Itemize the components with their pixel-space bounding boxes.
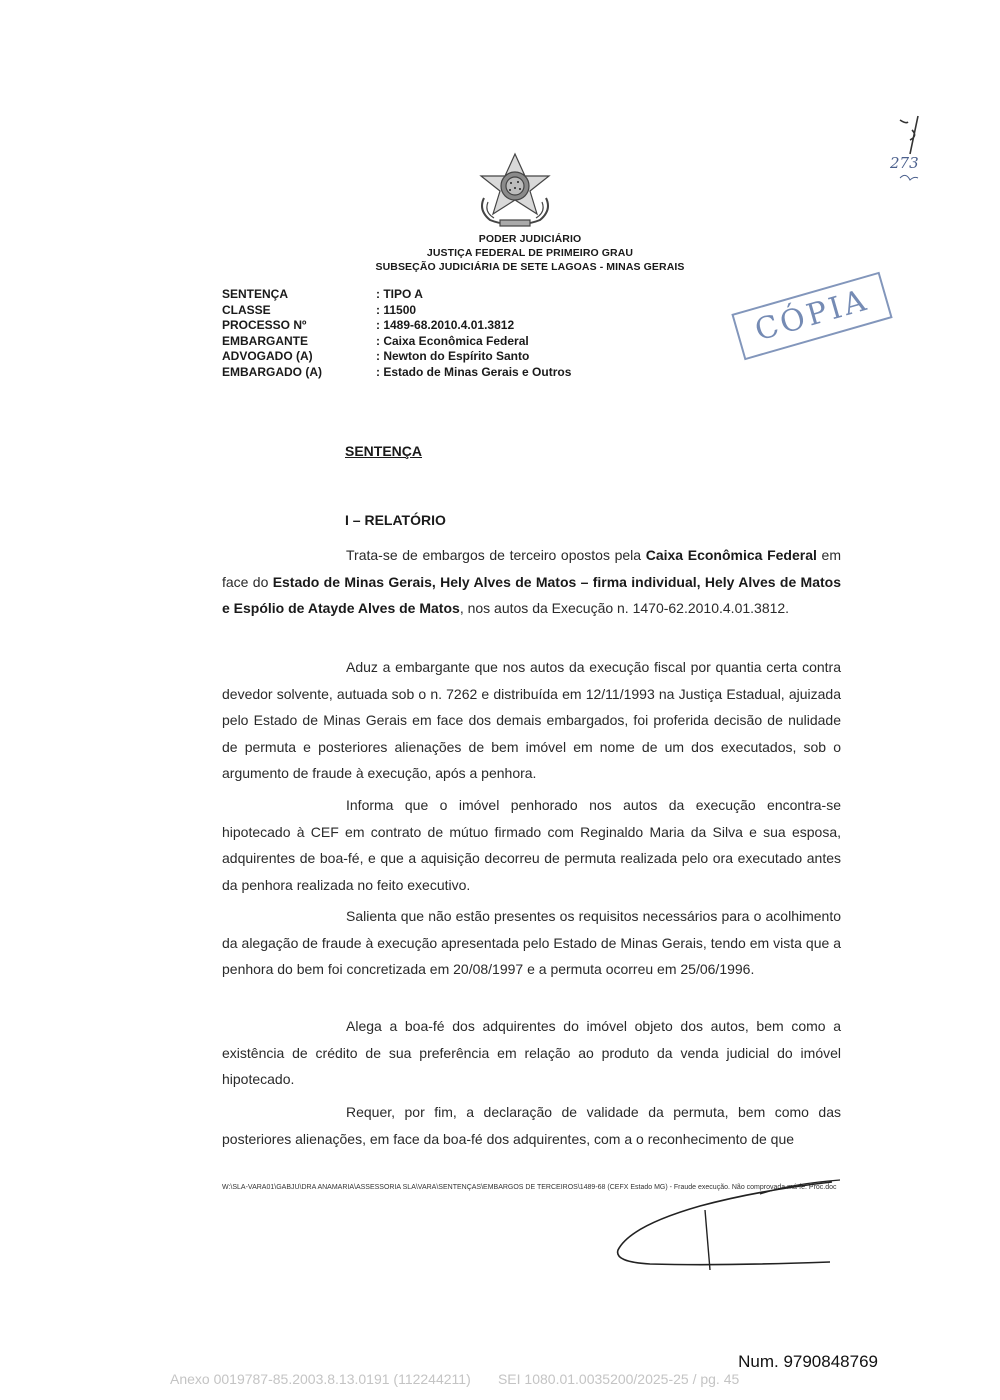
meta-label: PROCESSO Nº [222,318,307,333]
folio-number: 273 [890,154,919,172]
paragraph-2 [222,654,841,787]
p2-text: Aduz a embargante que nos autos da execução fiscal por quantia certa contra devedor solvente, autuada sob o n. 7262 e distribuída em 12/11/1993 na Justiça Estadual, ajuizada pelo Estado de Minas Gerais em face dos demais embargados, foi proferida decisão de nulidade de permuta e posteriores alienações de bem imóvel em nome de um dos executados, sob o argumento de fraude à execução, após a penhora. [222,659,841,781]
section-heading: I – RELATÓRIO [345,512,446,528]
paragraph-1 [222,542,841,622]
p1-text-c: em face do [222,547,841,590]
document-title: SENTENÇA [345,443,423,459]
meta-label: CLASSE [222,302,271,317]
coat-of-arms-emblem [470,150,560,232]
meta-label: ADVOGADO (A) [222,349,313,364]
meta-row-classe [222,303,571,319]
handwritten-signature [610,1170,850,1280]
p1-text-e: , nos autos da Execução n. 1470-62.2010.4.01.3812. [459,600,790,616]
meta-value: : Estado de Minas Gerais e Outros [376,364,572,379]
meta-value: : TIPO A [376,287,423,301]
document-number: Num. 9790848769 [738,1352,878,1371]
meta-row-sentenca [222,287,571,303]
paragraph-6 [222,1099,841,1152]
meta-value: : Caixa Econômica Federal [376,333,529,348]
meta-row-processo [222,318,571,334]
paragraph-4 [222,903,841,983]
p6-text: Requer, por fim, a declaração de validade da permuta, bem como das posteriores alienações, em face da boa-fé dos adquirentes, com a o reconhecimento de que [222,1104,841,1147]
p1-bold-b: Caixa Econômica Federal [645,547,817,563]
meta-row-embargante [222,334,571,350]
meta-row-advogado [222,349,571,365]
meta-label: EMBARGANTE [222,333,308,348]
paragraph-3 [222,792,841,898]
court-header [300,232,760,274]
header-line-1: PODER JUDICIÁRIO [478,233,582,245]
anexo-footer: Anexo 0019787-85.2003.8.13.0191 (112244211) SEI 1080.01.0035200/2025-25 / pg. 45 [170,1371,740,1387]
meta-row-embargado [222,365,571,381]
p1-text-a: Trata-se de embargos de terceiro opostos pela [346,547,646,563]
paragraph-5 [222,1013,841,1093]
header-line-2: JUSTIÇA FEDERAL DE PRIMEIRO GRAU [426,247,634,259]
case-metadata [222,287,571,381]
copia-stamp: CÓPIA [731,272,892,361]
p4-text: Salienta que não estão presentes os requisitos necessários para o acolhimento da alegação de fraude à execução apresentada pelo Estado de Minas Gerais, tendo em vista que a penhora do bem foi concretizada em 20/08/1997 e a permuta ocorreu em 25/06/1996. [222,908,841,977]
folio-handwritten-mark [888,110,938,190]
file-path-footer: W:\SLA-VARA01\GABJU\DRA ANAMARIA\ASSESSORIA SLA\VARA\SENTENÇAS\EMBARGOS DE TERCEIROS\1489-68 (CEFX Estado MG) - Fraude execução. Não comprovada má-fé. Proc.doc [222,1184,837,1191]
p5-text: Alega a boa-fé dos adquirentes do imóvel objeto dos autos, bem como a existência de crédito de sua preferência em relação ao produto da venda judicial do imóvel hipotecado. [222,1018,841,1087]
header-line-3: SUBSEÇÃO JUDICIÁRIA DE SETE LAGOAS - MINAS GERAIS [375,261,685,273]
meta-value: : Newton do Espírito Santo [376,349,530,364]
meta-value: : 1489-68.2010.4.01.3812 [376,318,515,333]
meta-label: SENTENÇA [222,287,289,301]
meta-value: : 11500 [376,302,417,317]
meta-label: EMBARGADO (A) [222,364,322,379]
p1-bold-d: Estado de Minas Gerais, Hely Alves de Matos – firma individual, Hely Alves de Matos e Espólio de Atayde Alves de Matos [222,573,841,616]
p3-text: Informa que o imóvel penhorado nos autos da execução encontra-se hipotecado à CEF em contrato de mútuo firmado com Reginaldo Maria da Silva e sua esposa, adquirentes de boa-fé, e que a aquisição decorreu de permuta realizada pelo ora executado antes da penhora realizada no feito executivo. [222,797,841,893]
